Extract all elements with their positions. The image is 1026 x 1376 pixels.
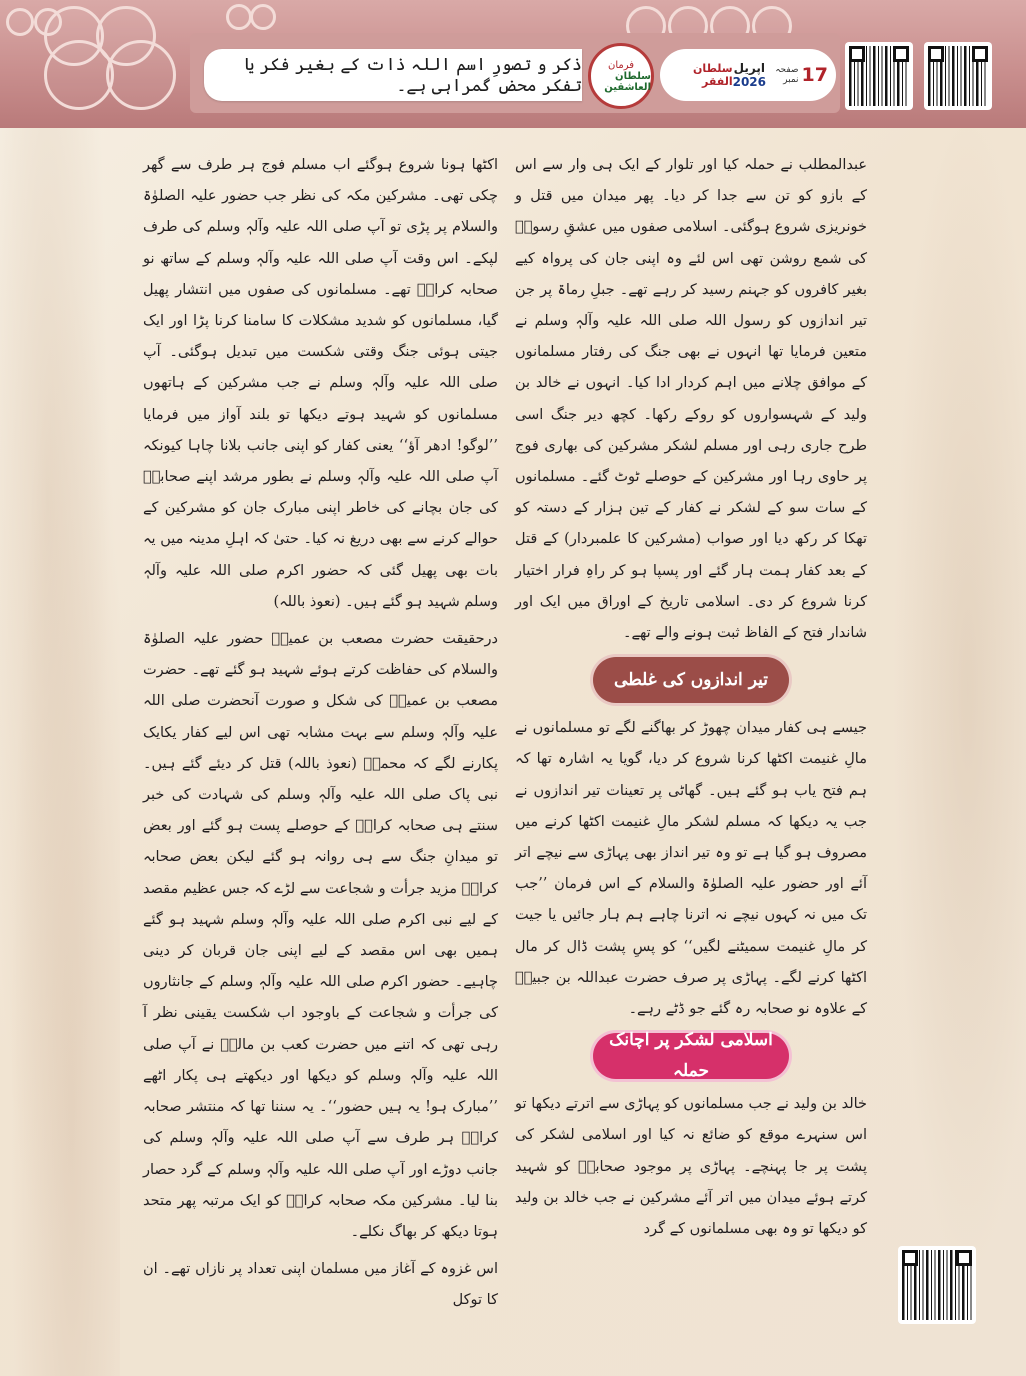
section-heading-archers: تیر اندازوں کی غلطی — [593, 657, 789, 703]
farman-author: سلطان العاشقین — [604, 70, 651, 93]
page-number-label: صفحہ نمبر — [775, 65, 799, 85]
qr-code-icon[interactable] — [845, 42, 913, 110]
page-title: ذکر و تصورِ اسم اللہ ذات کے بغیر فکر یا تفکر محض گمراہی ہے۔ — [204, 49, 582, 101]
paragraph: عبدالمطلب نے حملہ کیا اور تلوار کے ایک ہی وار سے اس کے بازو کو تن سے جدا کر دیا۔ پھر میدان میں قتل و خونریزی شروع ہوگئی۔ اسلامی صفوں میں عشقِ رسولؐ کی شمع روشن تھی اس لئے وہ اپنی جان کی پرواہ کیے بغیر کافروں کو جہنم رسید کر رہے تھے۔ جبلِ رماۃ پر جن تیر اندازوں کو رسول اللہ صلی اللہ علیہ وآلہٖ وسلم نے متعین فرمایا تھا انہوں نے بھی جنگ کی رفتار مسلمانوں کے موافق چلانے میں اہم کردار ادا کیا۔ انہوں نے خالد بن ولید کے شہسواروں کو روکے رکھا۔ کچھ دیر جنگ اسی طرح جاری رہی اور مسلم لشکر مشرکین کی بھاری فوج پر حاوی رہا اور مشرکین کے حوصلے ٹوٹ گئے۔ مسلمانوں کے سات سو کے لشکر نے کفار کے تین ہزار کے دستہ کو تھکا کر رکھ دیا اور صواب (مشرکین کا علمبردار) کے قتل کے بعد کفار ہمت ہار گئے اور پسپا ہو کر راہِ فرار اختیار کرنا شروع کر دی۔ اسلامی تاریخ کے اوراق میں ایک اور شاندار فتح کے الفاظ ثبت ہونے والے تھے۔ — [515, 157, 867, 642]
decor-ring — [106, 40, 176, 110]
article-column-left — [143, 150, 498, 1317]
paragraph: اس غزوہ کے آغاز میں مسلمان اپنی تعداد پر نازاں تھے۔ ان کا توکل — [143, 1261, 498, 1309]
paragraph: خالد بن ولید نے جب مسلمانوں کو پہاڑی سے اترتے دیکھا تو اس سنہرے موقع کو ضائع نہ کیا اور اسلامی لشکر کی پشت پر جا پہنچے۔ پہاڑی پر موجود صحابہؓ کو شہید کرتے ہوئے میدان میں اتر آئے مشرکین نے جب خالد بن ولید کو دیکھا تو وہ بھی مسلمانوں کے گرد — [515, 1096, 867, 1238]
background-floral-left — [0, 128, 120, 1376]
decor-ring — [250, 4, 276, 30]
page-header — [0, 0, 1026, 128]
decor-ring — [34, 8, 62, 36]
farman-badge — [588, 43, 654, 109]
magazine-logo: سلطان الفقر — [693, 62, 733, 88]
section-heading-sudden-attack: اسلامی لشکر پر اچانک حملہ — [593, 1033, 789, 1079]
qr-code-icon[interactable] — [924, 42, 992, 110]
background-floral-right — [880, 128, 1026, 1376]
issue-month: اپریل — [733, 60, 765, 75]
paragraph: جیسے ہی کفار میدان چھوڑ کر بھاگنے لگے تو مسلمانوں نے مالِ غنیمت اکٹھا کرنا شروع کر دیا، گویا یہ اشارہ تھا کہ ہم فتح یاب ہو گئے ہیں۔ گھاٹی پر تعینات تیر اندازوں نے جب یہ دیکھا کہ مسلم لشکر مالِ غنیمت اکٹھا کرنے میں مصروف ہو گیا ہے تو وہ تیر انداز بھی پہاڑی سے نیچے اتر آئے اور حضور علیہ الصلوٰۃ والسلام کے اس فرمان ’’جب تک میں نہ کہوں نیچے نہ اترنا چاہے ہم ہار جائیں یا جیت کر مالِ غنیمت سمیٹنے لگیں‘‘ کو پسِ پشت ڈال کر مال اکٹھا کرنے لگے۔ پہاڑی پر صرف حضرت عبداللہ بن جبیرؓ کے علاوہ نو صحابہ رہ گئے جو ڈٹے رہے۔ — [515, 720, 867, 1018]
issue-year: 2026 — [732, 75, 766, 89]
article-column-right — [515, 150, 867, 1245]
issue-date — [733, 61, 766, 90]
page-number: 17 — [801, 64, 828, 86]
decor-ring — [6, 8, 34, 36]
page-number-block — [766, 64, 828, 86]
qr-code-icon[interactable] — [898, 1246, 976, 1324]
paragraph: اکٹھا ہونا شروع ہوگئے اب مسلم فوج ہر طرف سے گھر چکی تھی۔ مشرکین مکہ کی نظر جب حضور علیہ الصلوٰۃ والسلام پر پڑی تو آپ صلی اللہ علیہ وآلہٖ وسلم کی طرف لپکے۔ اس وقت آپ صلی اللہ علیہ وآلہٖ وسلم کے ساتھ نو صحابہ کرامؓ تھے۔ مسلمانوں کی صفوں میں انتشار پھیل گیا، مسلمانوں کو شدید مشکلات کا سامنا کرنا پڑا اور ایک جیتی ہوئی جنگ وقتی شکست میں تبدیل ہوگئی۔ آپ صلی اللہ علیہ وآلہٖ وسلم نے جب مشرکین کے ہاتھوں مسلمانوں کو شہید ہوتے دیکھا تو بلند آواز میں فرمایا ’’لوگو! ادھر آؤ‘‘ یعنی کفار کو اپنی جانب بلانا چاہا کیونکہ آپ صلی اللہ علیہ وآلہٖ وسلم نے بطور مرشد اپنے صحابہؓ کی جان بچانے کی خاطر اپنی مبارک جان کو مشرکین کے حوالے کرنے سے بھی دریغ نہ کیا۔ حتیٰ کہ اہلِ مدینہ میں یہ بات بھی پھیل گئی کہ حضور اکرم صلی اللہ علیہ وآلہٖ وسلم شہید ہو گئے ہیں۔ (نعوذ باللہ) — [143, 157, 498, 610]
issue-info — [660, 49, 836, 101]
farman-label: فرمان — [607, 59, 635, 71]
paragraph: درحقیقت حضرت مصعب بن عمیرؓ حضور علیہ الصلوٰۃ والسلام کی حفاظت کرتے ہوئے شہید ہو گئے تھے۔ حضرت مصعب بن عمیرؓ کی شکل و صورت آنحضرت صلی اللہ علیہ وآلہٖ وسلم سے بہت مشابہ تھی اس لیے کفار یکایک پکارنے لگے کہ محمدؐ (نعوذ باللہ) قتل کر دیئے گئے ہیں۔ نبی پاک صلی اللہ علیہ وآلہٖ وسلم کی شہادت کی خبر سنتے ہی صحابہ کرامؓ کے حوصلے پست ہو گئے اور بعض تو میدانِ جنگ سے ہی روانہ ہو گئے لیکن بعض صحابہ کرامؓ مزید جرأت و شجاعت سے لڑے کہ جس عظیم مقصد کے لیے نبی اکرم صلی اللہ علیہ وآلہٖ وسلم شہید ہو گئے ہمیں بھی اس مقصد کے لیے اپنی جان قربان کر دینی چاہیے۔ حضور اکرم صلی اللہ علیہ وآلہٖ وسلم کے جانثاروں کی جرأت و شجاعت کے باوجود اب شکست یقینی نظر آ رہی تھی کہ اتنے میں حضرت کعب بن مالکؓ نے آپ صلی اللہ علیہ وآلہٖ وسلم کو دیکھا اور دیکھتے ہی پکار اٹھے ’’مبارک ہو! یہ ہیں حضور‘‘۔ یہ سننا تھا کہ منتشر صحابہ کرامؓ ہر طرف سے آپ صلی اللہ علیہ وآلہٖ وسلم کی جانب دوڑے اور آپ صلی اللہ علیہ وآلہٖ وسلم کے گرد حصار بنا لیا۔ مشرکین مکہ صحابہ کرامؓ کو ایک مرتبہ پھر متحد ہوتا دیکھ کر بھاگ نکلے۔ — [143, 631, 498, 1240]
decor-ring — [44, 40, 114, 110]
decor-ring — [226, 4, 252, 30]
